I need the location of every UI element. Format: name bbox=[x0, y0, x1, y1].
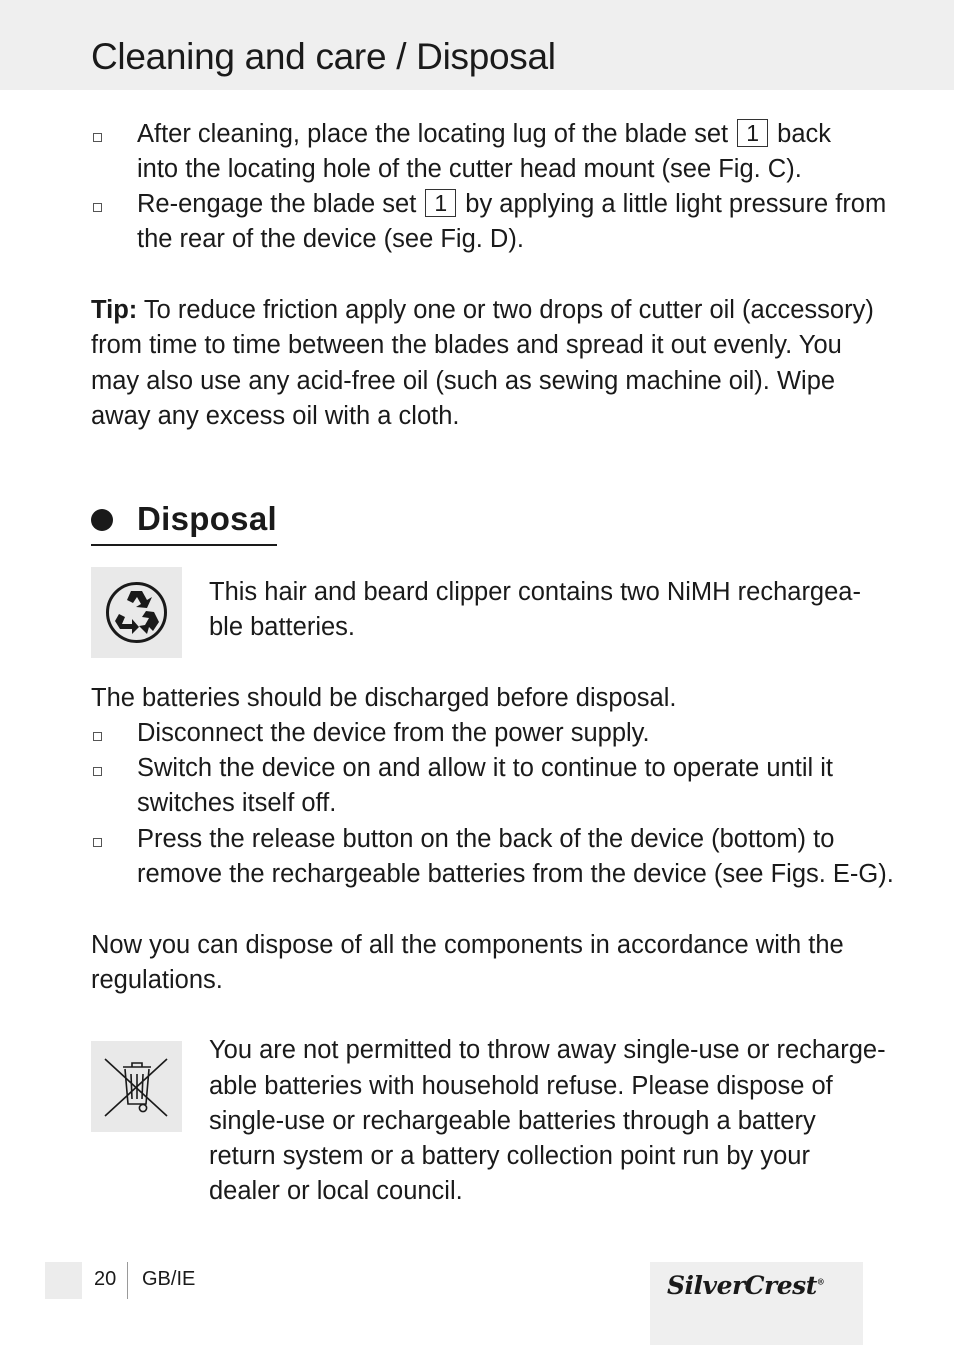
tip-line: may also use any acid-free oil (such as sewing machine oil). Wipe bbox=[91, 367, 836, 395]
battery-warning-line: able batteries with household refuse. Please dispose of bbox=[209, 1072, 833, 1100]
recycle-icon bbox=[91, 567, 182, 658]
components-note-cont: regulations. bbox=[91, 966, 223, 994]
list-bullet bbox=[93, 203, 102, 212]
part-reference: 1 bbox=[737, 119, 768, 147]
disposal-step-2: Switch the device on and allow it to continue to operate until it bbox=[137, 754, 834, 782]
section-title: Disposal bbox=[137, 500, 277, 537]
list-bullet bbox=[93, 767, 102, 776]
battery-warning-line: single-use or rechargeable batteries through a battery bbox=[209, 1107, 816, 1135]
cleaning-step-1-cont: into the locating hole of the cutter head mount (see Fig. C). bbox=[137, 155, 802, 183]
step-text: by applying a little light pressure from bbox=[465, 190, 887, 218]
list-bullet bbox=[93, 133, 102, 142]
battery-warning-line: dealer or local council. bbox=[209, 1177, 463, 1205]
battery-warning-line: You are not permitted to throw away single-use or recharge- bbox=[209, 1036, 886, 1064]
cleaning-step-2-cont: the rear of the device (see Fig. D). bbox=[137, 225, 524, 253]
tip-label: Tip: bbox=[91, 296, 138, 324]
cleaning-step-2 bbox=[137, 187, 886, 222]
disposal-step-2-cont: switches itself off. bbox=[137, 789, 337, 817]
tip-line: away any excess oil with a cloth. bbox=[91, 402, 460, 430]
disposal-step-3-cont: remove the rechargeable batteries from the device (see Figs. E-G). bbox=[137, 860, 894, 888]
disposal-heading bbox=[91, 500, 277, 546]
footer-divider bbox=[127, 1262, 128, 1299]
battery-note-line: This hair and beard clipper contains two NiMH rechargea- bbox=[209, 578, 861, 606]
tip-text: To reduce friction apply one or two drops of cutter oil (accessory) bbox=[143, 296, 874, 324]
disposal-step-1: Disconnect the device from the power supply. bbox=[137, 719, 650, 747]
components-note: Now you can dispose of all the components in accordance with the bbox=[91, 931, 844, 959]
step-text: Re-engage the blade set bbox=[137, 190, 417, 218]
registered-mark: ® bbox=[816, 1276, 825, 1287]
disposal-intro: The batteries should be discharged before disposal. bbox=[91, 684, 677, 712]
battery-note-line: ble batteries. bbox=[209, 613, 356, 641]
heading-bullet-icon bbox=[91, 509, 113, 531]
disposal-step-3: Press the release button on the back of the device (bottom) to bbox=[137, 825, 835, 853]
page-title: Cleaning and care / Disposal bbox=[91, 36, 556, 77]
battery-warning-line: return system or a battery collection point run by your bbox=[209, 1142, 810, 1170]
crossed-out-bin-icon bbox=[91, 1041, 182, 1132]
brand-logo bbox=[650, 1262, 863, 1345]
tip-line bbox=[91, 293, 874, 328]
tip-line: from time to time between the blades and spread it out evenly. You bbox=[91, 331, 842, 359]
list-bullet bbox=[93, 732, 102, 741]
list-bullet bbox=[93, 838, 102, 847]
brand-name: SilverCrest bbox=[667, 1271, 817, 1300]
footer-marker bbox=[45, 1262, 82, 1299]
step-text: After cleaning, place the locating lug of the blade set bbox=[137, 120, 729, 148]
step-text: back bbox=[777, 120, 832, 148]
language-code: GB/IE bbox=[142, 1268, 196, 1290]
cleaning-step-1 bbox=[137, 117, 831, 152]
brand-wordmark bbox=[667, 1271, 824, 1300]
part-reference: 1 bbox=[425, 189, 456, 217]
page-number: 20 bbox=[94, 1268, 117, 1290]
